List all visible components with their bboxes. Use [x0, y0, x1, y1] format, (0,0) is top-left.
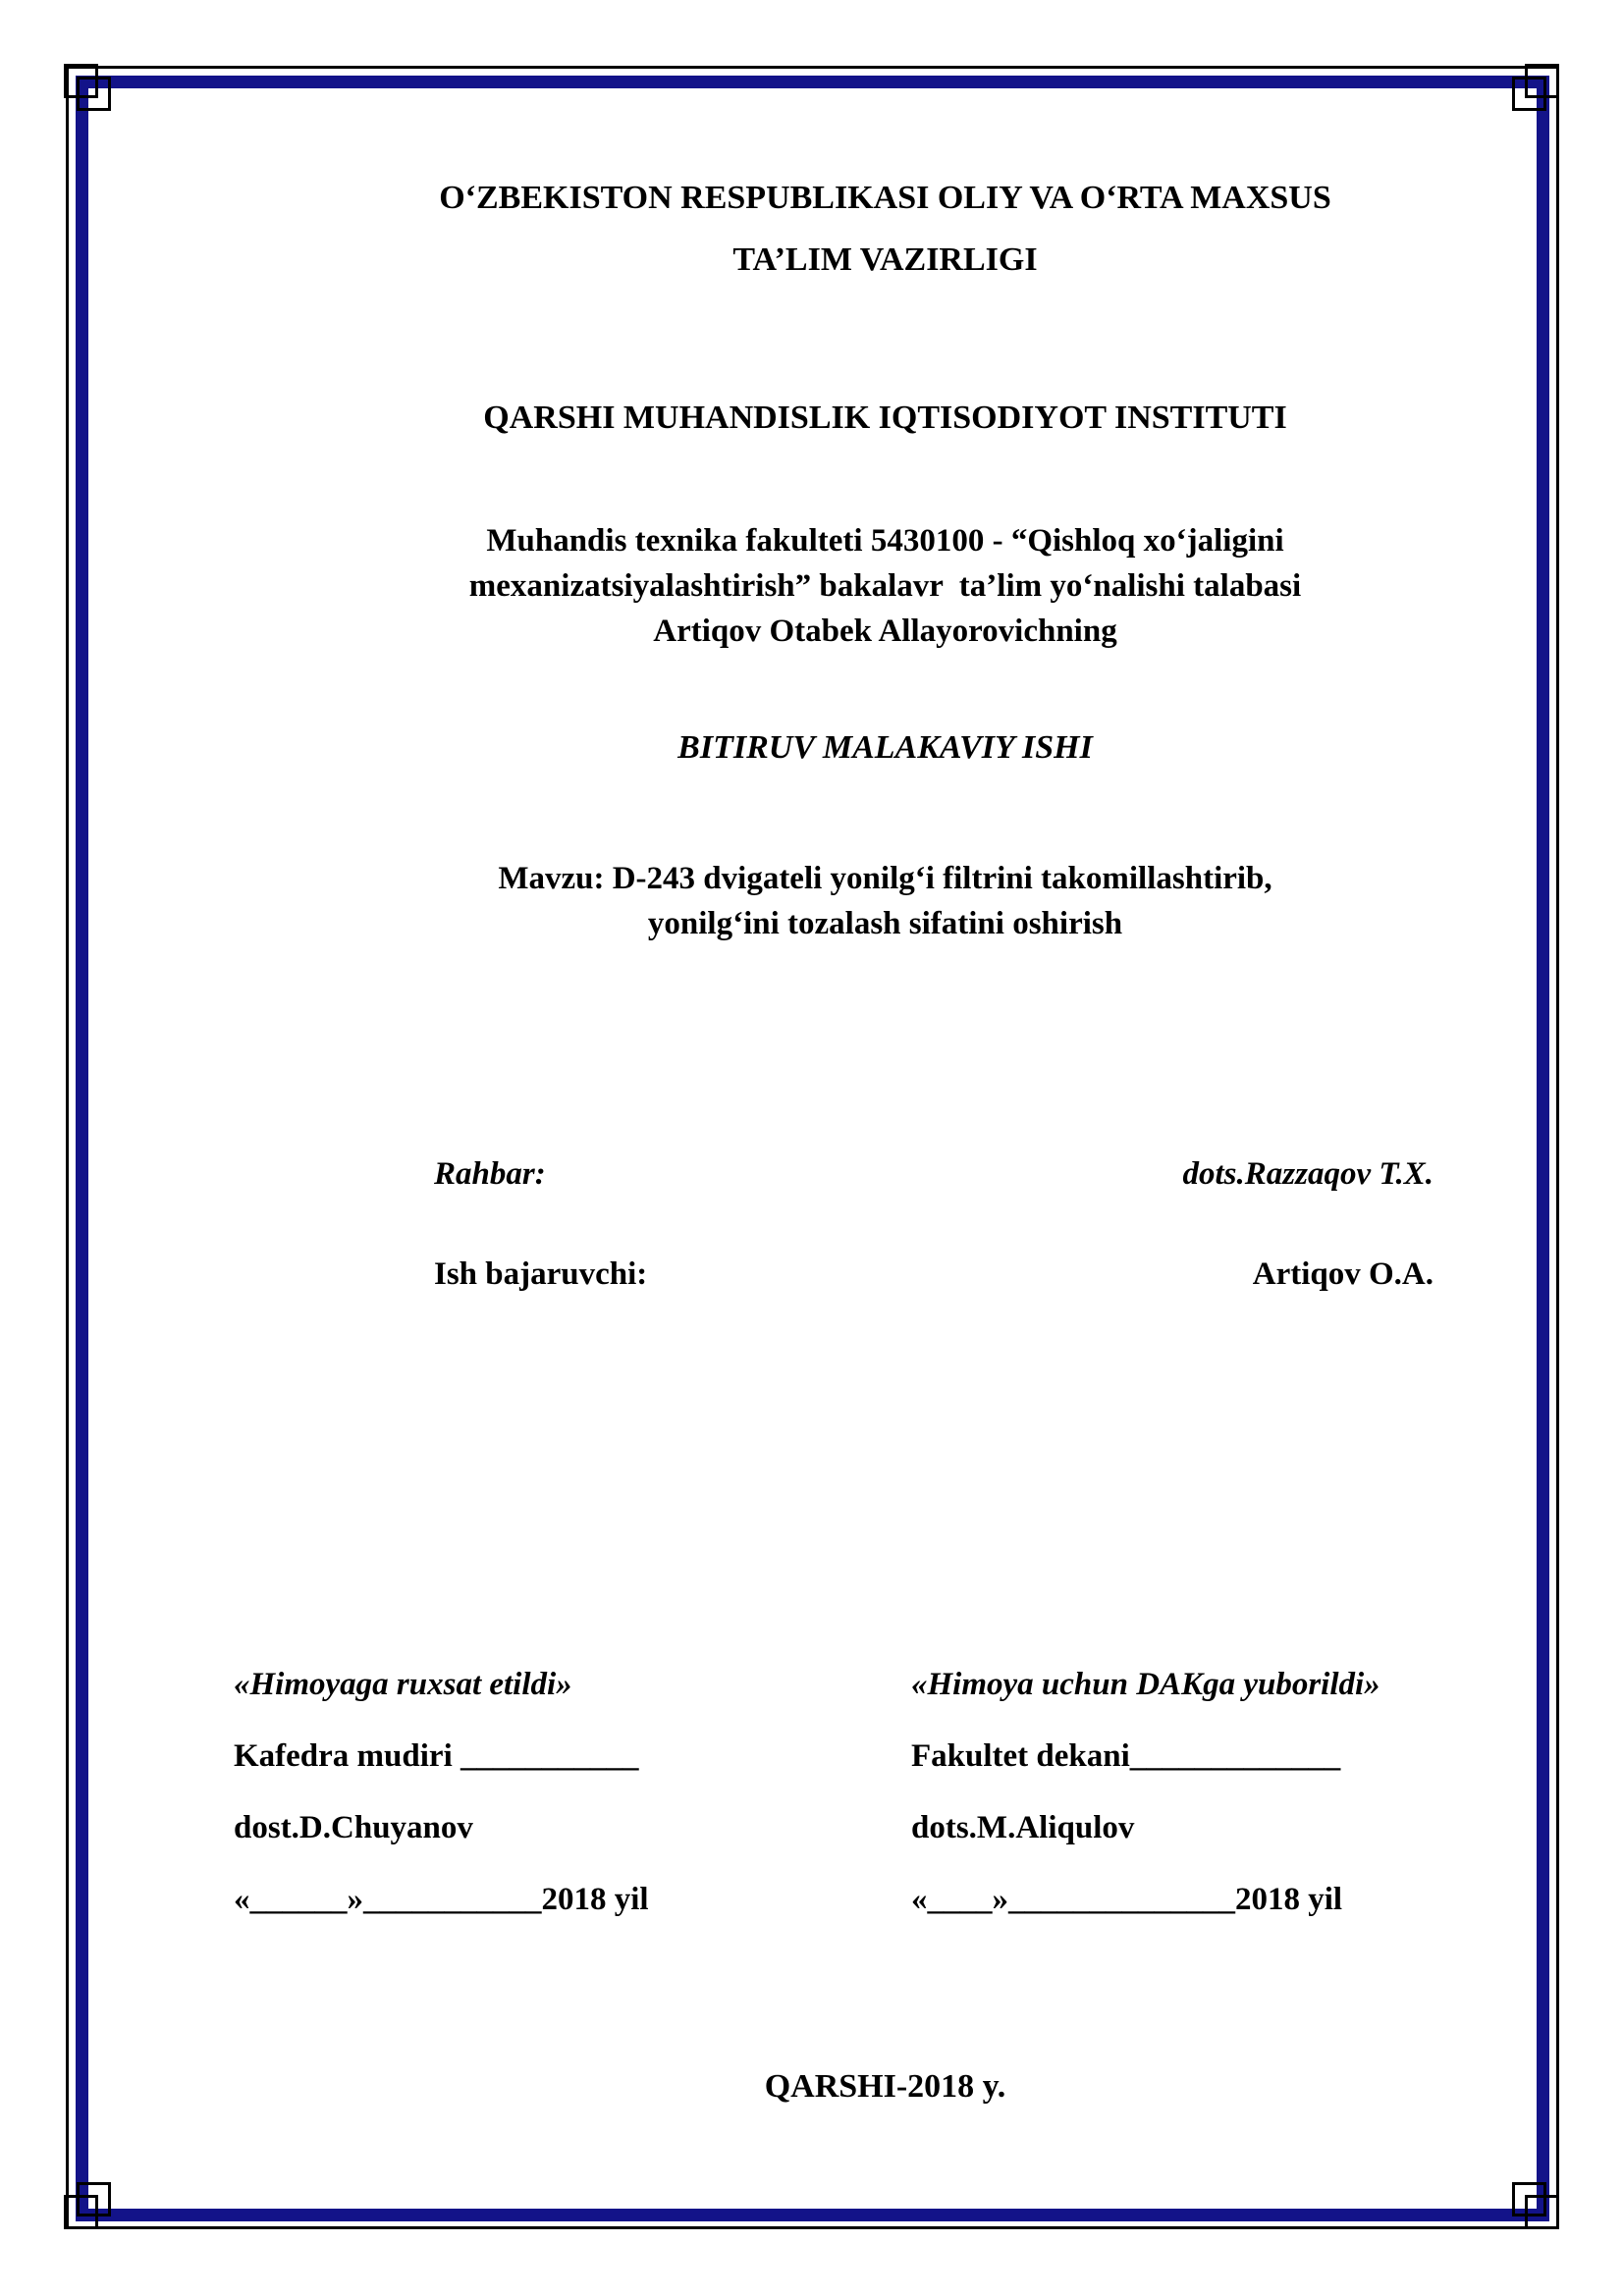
city-year-footer — [147, 2067, 1623, 2107]
faculty-line-2: mexanizatsiyalashtirish” bakalavr ta’lim yo‘nalishi talabasi — [468, 568, 1302, 604]
supervisor-row — [434, 1154, 1434, 1194]
approval-block-right — [911, 1649, 1380, 1936]
approval-block-left — [234, 1649, 649, 1936]
topic-line-2: yonilg‘ini tozalash sifatini oshirish — [647, 906, 1123, 941]
supervisor-name: dots.Razzaqov T.X. — [1182, 1156, 1434, 1192]
approval-right-title: «Himoya uchun DAKga yuborildi» — [911, 1667, 1380, 1702]
ministry-line-1: O‘ZBEKISTON RESPUBLIKASI OLIY VA O‘RTA MAXSUS — [439, 180, 1331, 216]
executor-row — [434, 1255, 1434, 1294]
work-type-text: BITIRUV MALAKAVIY ISHI — [677, 729, 1093, 766]
institute-name — [147, 399, 1623, 438]
corner-ornament-square — [1512, 77, 1546, 111]
faculty-line-3: Artiqov Otabek Allayorovichning — [653, 614, 1117, 649]
corner-ornament-square — [77, 77, 111, 111]
city-year-text: QARSHI-2018 y. — [764, 2068, 1006, 2105]
approval-left-title: «Himoyaga ruxsat etildi» — [234, 1667, 572, 1702]
ministry-line-2: TA’LIM VAZIRLIGI — [732, 241, 1038, 278]
supervisor-label: Rahbar: — [434, 1156, 546, 1192]
ministry-header — [147, 167, 1623, 291]
approval-right-person: dots.M.Aliqulov — [911, 1810, 1135, 1845]
topic-line-1: Mavzu: D-243 dvigateli yonilg‘i filtrini takomillashtirib, — [498, 861, 1272, 896]
approval-right-date-line: «____»______________2018 yil — [911, 1882, 1343, 1917]
approval-left-date-line: «______»___________2018 yil — [234, 1882, 649, 1917]
executor-label: Ish bajaruvchi: — [434, 1256, 648, 1292]
approval-left-position-line: Kafedra mudiri ___________ — [234, 1738, 639, 1774]
approval-right-position-line: Fakultet dekani_____________ — [911, 1738, 1341, 1774]
faculty-student-paragraph — [147, 518, 1623, 654]
approval-left-person: dost.D.Chuyanov — [234, 1810, 473, 1845]
executor-name: Artiqov O.A. — [1252, 1256, 1434, 1292]
corner-ornament-square — [77, 2182, 111, 2216]
topic-block — [147, 856, 1623, 946]
work-type-title — [147, 728, 1623, 768]
faculty-line-1: Muhandis texnika fakulteti 5430100 - “Qishloq xo‘jaligini — [486, 523, 1284, 559]
institute-name-text: QARSHI MUHANDISLIK IQTISODIYOT INSTITUTI — [483, 400, 1287, 436]
corner-ornament-square — [1512, 2182, 1546, 2216]
